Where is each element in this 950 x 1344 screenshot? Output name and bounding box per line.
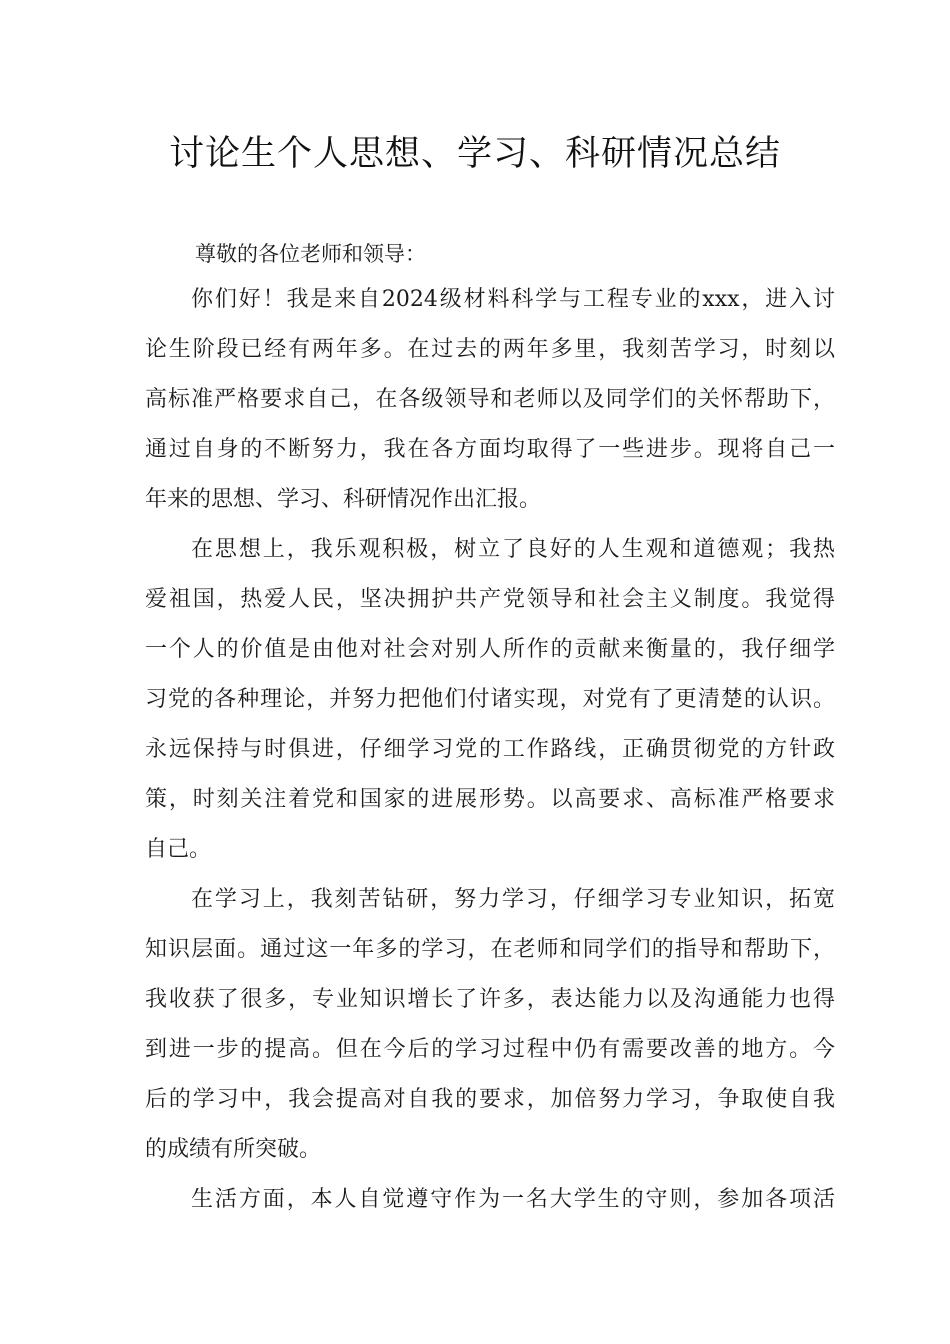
paragraph-2-line-3: 一个人的价值是由他对社会对别人所作的贡献来衡量的，我仔细学 [145, 637, 835, 662]
paragraph-2-line-2: 爱祖国，热爱人民，坚决拥护共产党领导和社会主义制度。我觉得 [145, 587, 835, 612]
paragraph-3-line-6: 的成绩有所突破。 [145, 1137, 322, 1162]
paragraph-1-line-3: 高标准严格要求自己，在各级领导和老师以及同学们的关怀帮助下， [145, 387, 835, 412]
paragraph-3-line-1: 在学习上，我刻苦钻研，努力学习，仔细学习专业知识，拓宽 [191, 887, 835, 912]
paragraph-4-line-1: 生活方面，本人自觉遵守作为一名大学生的守则，参加各项活 [191, 1187, 835, 1212]
paragraph-1-line-4: 通过自身的不断努力，我在各方面均取得了一些进步。现将自己一 [145, 437, 835, 462]
salutation: 尊敬的各位老师和领导： [195, 242, 426, 266]
paragraph-2-line-7: 自己。 [145, 837, 212, 862]
paragraph-2-line-1: 在思想上，我乐观积极，树立了良好的人生观和道德观；我热 [191, 537, 835, 562]
paragraph-2-line-4: 习党的各种理论，并努力把他们付诸实现，对党有了更清楚的认识。 [145, 687, 835, 712]
paragraph-1-line-5: 年来的思想、学习、科研情况作出汇报。 [145, 487, 542, 512]
paragraph-3-line-3: 我收获了很多，专业知识增长了许多，表达能力以及沟通能力也得 [145, 987, 835, 1012]
paragraph-2-line-6: 策，时刻关注着党和国家的进展形势。以高要求、高标准严格要求 [145, 787, 835, 812]
paragraph-3-line-5: 后的学习中，我会提高对自我的要求，加倍努力学习，争取使自我 [145, 1087, 835, 1112]
paragraph-3-line-2: 知识层面。通过这一年多的学习，在老师和同学们的指导和帮助下， [145, 937, 835, 962]
paragraph-3-line-4: 到进一步的提高。但在今后的学习过程中仍有需要改善的地方。今 [145, 1037, 835, 1062]
paragraph-1-line-1: 你们好！我是来自2024级材料科学与工程专业的xxx，进入讨 [191, 287, 835, 312]
document-title: 讨论生个人思想、学习、科研情况总结 [168, 134, 781, 174]
paragraph-2-line-5: 永远保持与时俱进，仔细学习党的工作路线，正确贯彻党的方针政 [145, 737, 835, 762]
paragraph-1-line-2: 论生阶段已经有两年多。在过去的两年多里，我刻苦学习，时刻以 [145, 337, 835, 362]
